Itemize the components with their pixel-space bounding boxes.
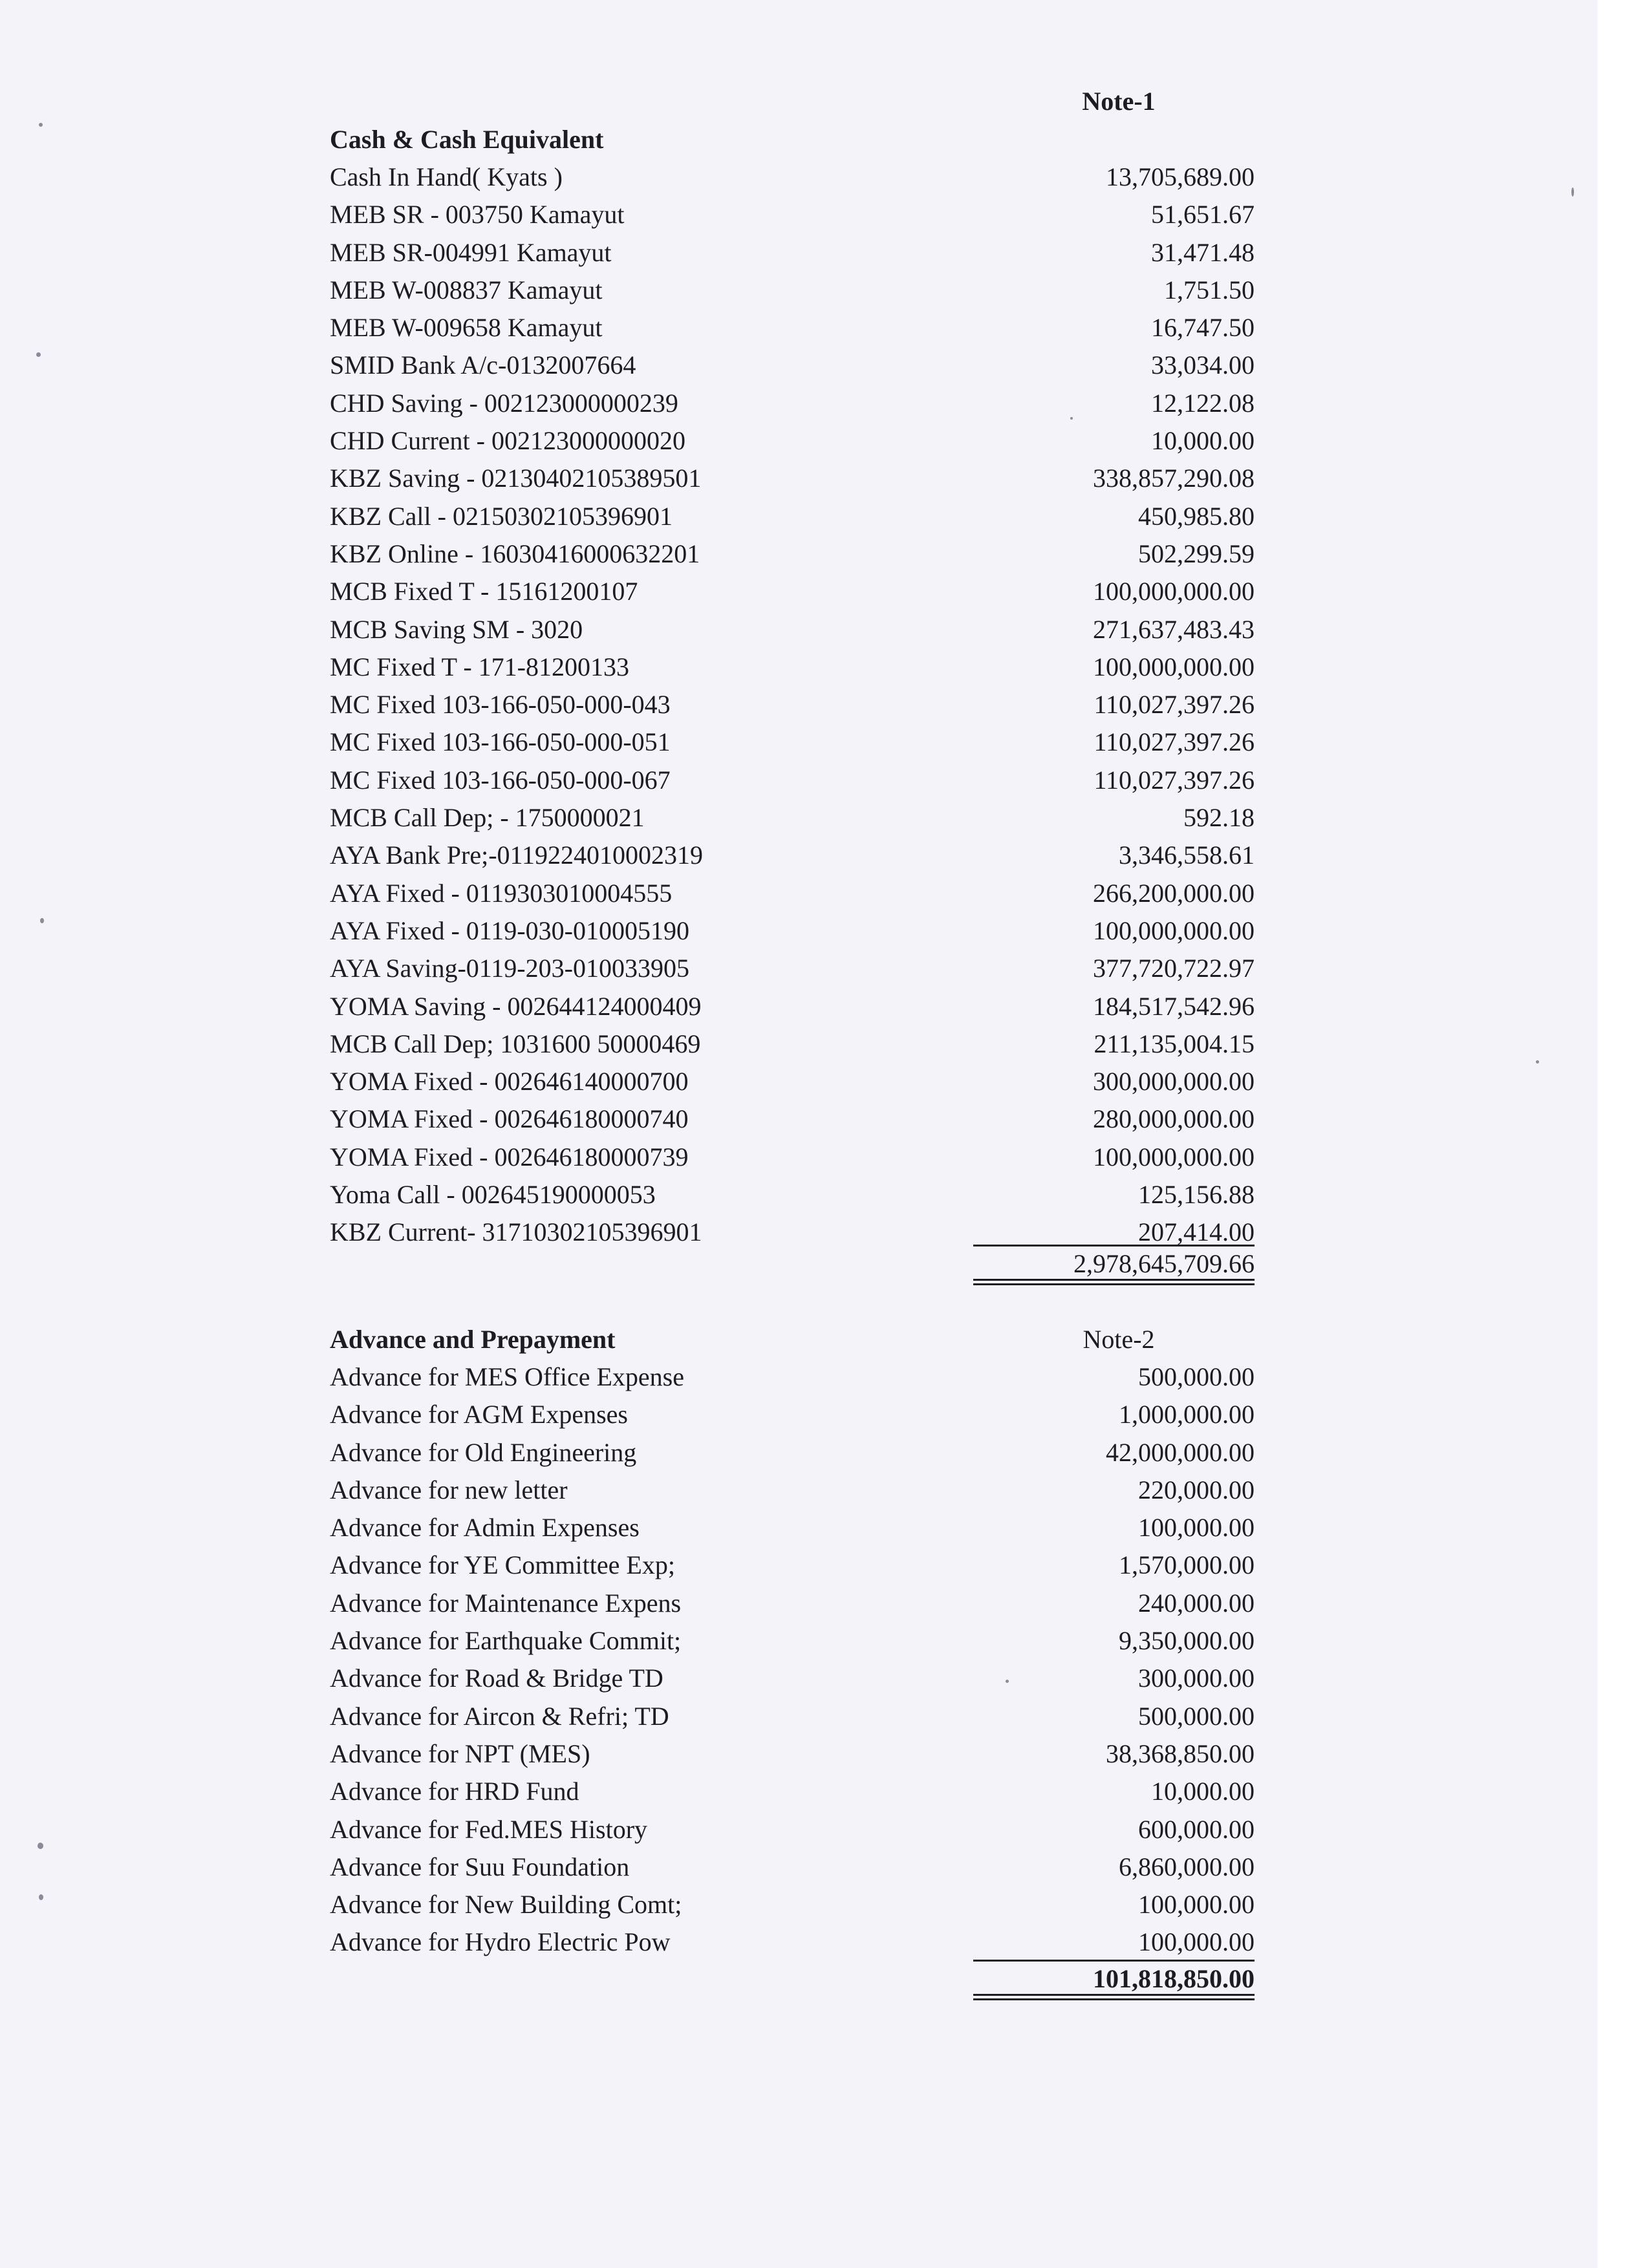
table-row xyxy=(330,648,1255,686)
account-label: SMID Bank A/c-0132007664 xyxy=(330,350,636,380)
table-row xyxy=(330,460,1255,497)
amount-value: 338,857,290.08 xyxy=(1093,464,1255,493)
account-label: KBZ Current- 31710302105396901 xyxy=(330,1217,702,1247)
cash-equivalent-list xyxy=(330,158,1255,1252)
account-label: MC Fixed 103-166-050-000-043 xyxy=(330,690,671,720)
amount-value: 1,570,000.00 xyxy=(1119,1550,1255,1580)
account-label: CHD Saving - 002123000000239 xyxy=(330,388,678,418)
table-row xyxy=(330,309,1255,347)
amount-value: 240,000.00 xyxy=(1138,1588,1255,1618)
table-row xyxy=(330,1773,1255,1810)
subtotal-rule xyxy=(973,1960,1255,1962)
amount-value: 110,027,397.26 xyxy=(1094,727,1255,757)
account-label: MEB SR - 003750 Kamayut xyxy=(330,200,625,230)
account-label: MCB Fixed T - 15161200107 xyxy=(330,577,638,606)
amount-value: 42,000,000.00 xyxy=(1106,1437,1255,1467)
table-row xyxy=(330,1396,1255,1433)
table-row xyxy=(330,912,1255,950)
amount-value: 33,034.00 xyxy=(1151,350,1255,380)
amount-value: 500,000.00 xyxy=(1138,1701,1255,1731)
account-label: KBZ Saving - 02130402105389501 xyxy=(330,464,702,493)
amount-value: 3,346,558.61 xyxy=(1119,840,1255,870)
account-label: MEB W-008837 Kamayut xyxy=(330,275,603,305)
table-row xyxy=(330,988,1255,1025)
table-row xyxy=(330,1923,1255,1961)
account-label: Advance for Aircon & Refri; TD xyxy=(330,1701,669,1731)
account-label: YOMA Fixed - 002646180000740 xyxy=(330,1104,689,1134)
account-label: AYA Fixed - 0119-030-010005190 xyxy=(330,915,689,945)
table-row xyxy=(330,196,1255,233)
table-row xyxy=(330,498,1255,535)
amount-value: 300,000.00 xyxy=(1138,1664,1255,1693)
scan-speck xyxy=(39,1894,43,1900)
amount-value: 38,368,850.00 xyxy=(1106,1738,1255,1768)
amount-value: 110,027,397.26 xyxy=(1094,765,1255,795)
amount-value: 51,651.67 xyxy=(1151,200,1255,230)
table-row xyxy=(330,1358,1255,1396)
amount-value: 220,000.00 xyxy=(1138,1475,1255,1504)
amount-value: 13,705,689.00 xyxy=(1106,162,1255,191)
table-row xyxy=(330,950,1255,987)
account-label: Advance for YE Committee Exp; xyxy=(330,1550,675,1580)
amount-value: 1,000,000.00 xyxy=(1119,1400,1255,1429)
amount-value: 266,200,000.00 xyxy=(1093,878,1255,908)
account-label: Advance for new letter xyxy=(330,1475,568,1504)
table-row xyxy=(330,1471,1255,1509)
scan-speck xyxy=(1006,1680,1009,1683)
cash-equivalent-total: 2,978,645,709.66 xyxy=(1073,1249,1255,1278)
amount-value: 592.18 xyxy=(1183,803,1255,833)
account-label: KBZ Online - 16030416000632201 xyxy=(330,539,700,568)
account-label: Advance for Earthquake Commit; xyxy=(330,1626,682,1656)
note-1-header: Note-1 xyxy=(1082,87,1156,116)
amount-value: 6,860,000.00 xyxy=(1119,1852,1255,1881)
account-label: Yoma Call - 002645190000053 xyxy=(330,1180,656,1210)
table-row xyxy=(330,1063,1255,1100)
total-double-rule xyxy=(973,1994,1255,2000)
table-row xyxy=(330,535,1255,573)
account-label: Advance for Suu Foundation xyxy=(330,1852,630,1881)
table-row xyxy=(330,1546,1255,1584)
account-label: MC Fixed 103-166-050-000-067 xyxy=(330,765,671,795)
account-label: Advance for Admin Expenses xyxy=(330,1513,640,1543)
amount-value: 280,000,000.00 xyxy=(1093,1104,1255,1134)
amount-value: 100,000.00 xyxy=(1138,1927,1255,1957)
table-row xyxy=(330,1176,1255,1214)
table-row xyxy=(330,1100,1255,1138)
table-row xyxy=(330,272,1255,309)
amount-value: 500,000.00 xyxy=(1138,1362,1255,1391)
amount-value: 110,027,397.26 xyxy=(1094,690,1255,720)
account-label: Advance for Hydro Electric Pow xyxy=(330,1927,671,1957)
account-label: AYA Bank Pre;-0119224010002319 xyxy=(330,840,704,870)
table-row xyxy=(330,837,1255,874)
account-label: YOMA Fixed - 002646140000700 xyxy=(330,1067,689,1097)
account-label: YOMA Fixed - 002646180000739 xyxy=(330,1142,689,1171)
amount-value: 100,000,000.00 xyxy=(1093,577,1255,606)
account-label: MCB Call Dep; 1031600 50000469 xyxy=(330,1029,701,1058)
amount-value: 100,000,000.00 xyxy=(1093,1142,1255,1171)
advance-prepayment-list xyxy=(330,1358,1255,1962)
account-label: YOMA Saving - 002644124000409 xyxy=(330,991,702,1021)
table-row xyxy=(330,1811,1255,1848)
table-row xyxy=(330,1848,1255,1886)
amount-value: 9,350,000.00 xyxy=(1119,1626,1255,1656)
amount-value: 16,747.50 xyxy=(1151,313,1255,343)
table-row xyxy=(330,1434,1255,1471)
table-row xyxy=(330,573,1255,610)
account-label: Advance for Maintenance Expens xyxy=(330,1588,682,1618)
account-label: CHD Current - 002123000000020 xyxy=(330,426,685,456)
account-label: Advance for MES Office Expense xyxy=(330,1362,684,1391)
account-label: MEB W-009658 Kamayut xyxy=(330,313,603,343)
account-label: Advance for AGM Expenses xyxy=(330,1400,628,1429)
account-label: MC Fixed T - 171-81200133 xyxy=(330,652,629,681)
table-row xyxy=(330,158,1255,196)
amount-value: 100,000,000.00 xyxy=(1093,915,1255,945)
amount-value: 271,637,483.43 xyxy=(1093,614,1255,644)
account-label: Advance for Old Engineering xyxy=(330,1437,637,1467)
scan-speck xyxy=(39,123,43,127)
amount-value: 1,751.50 xyxy=(1164,275,1255,305)
amount-value: 211,135,004.15 xyxy=(1094,1029,1255,1058)
amount-value: 300,000,000.00 xyxy=(1093,1067,1255,1097)
table-row xyxy=(330,1139,1255,1176)
amount-value: 10,000.00 xyxy=(1151,426,1255,456)
account-label: Cash In Hand( Kyats ) xyxy=(330,162,563,191)
amount-value: 125,156.88 xyxy=(1138,1180,1255,1210)
amount-value: 207,414.00 xyxy=(1138,1217,1255,1247)
table-row xyxy=(330,422,1255,460)
amount-value: 100,000.00 xyxy=(1138,1513,1255,1543)
account-label: Advance for Fed.MES History xyxy=(330,1814,648,1844)
account-label: MC Fixed 103-166-050-000-051 xyxy=(330,727,671,757)
account-label: KBZ Call - 02150302105396901 xyxy=(330,501,673,531)
scan-speck xyxy=(40,918,44,923)
table-row xyxy=(330,234,1255,272)
amount-value: 31,471.48 xyxy=(1151,237,1255,267)
table-row xyxy=(330,723,1255,761)
subtotal-rule xyxy=(973,1245,1255,1246)
cash-equivalent-title: Cash & Cash Equivalent xyxy=(330,125,604,154)
note-2-header: Note-2 xyxy=(1083,1325,1155,1354)
scan-speck xyxy=(1536,1060,1539,1064)
account-label: MEB SR-004991 Kamayut xyxy=(330,237,612,267)
scan-speck xyxy=(36,352,41,357)
table-row xyxy=(330,1585,1255,1622)
amount-value: 100,000,000.00 xyxy=(1093,652,1255,681)
table-row xyxy=(330,347,1255,384)
advance-prepayment-total: 101,818,850.00 xyxy=(1093,1964,1255,1993)
table-row xyxy=(330,1735,1255,1773)
amount-value: 450,985.80 xyxy=(1138,501,1255,531)
table-row xyxy=(330,1622,1255,1660)
table-row xyxy=(330,1660,1255,1697)
table-row xyxy=(330,611,1255,648)
amount-value: 184,517,542.96 xyxy=(1093,991,1255,1021)
amount-value: 10,000.00 xyxy=(1151,1777,1255,1806)
table-row xyxy=(330,385,1255,422)
table-row xyxy=(330,1509,1255,1546)
total-double-rule xyxy=(973,1279,1255,1285)
amount-value: 502,299.59 xyxy=(1138,539,1255,568)
table-row xyxy=(330,875,1255,912)
amount-value: 100,000.00 xyxy=(1138,1890,1255,1920)
table-row xyxy=(330,762,1255,799)
account-label: MCB Call Dep; - 1750000021 xyxy=(330,803,645,833)
scan-speck xyxy=(1070,417,1073,420)
page-edge xyxy=(1597,0,1649,2268)
account-label: Advance for Road & Bridge TD xyxy=(330,1664,663,1693)
account-label: Advance for HRD Fund xyxy=(330,1777,579,1806)
table-row xyxy=(330,1886,1255,1923)
scan-speck xyxy=(38,1843,43,1849)
account-label: AYA Saving-0119-203-010033905 xyxy=(330,954,689,983)
account-label: Advance for New Building Comt; xyxy=(330,1890,682,1920)
account-label: MCB Saving SM - 3020 xyxy=(330,614,583,644)
scan-speck xyxy=(1571,187,1574,197)
table-row xyxy=(330,799,1255,837)
amount-value: 12,122.08 xyxy=(1151,388,1255,418)
amount-value: 600,000.00 xyxy=(1138,1814,1255,1844)
account-label: AYA Fixed - 0119303010004555 xyxy=(330,878,673,908)
table-row xyxy=(330,1025,1255,1063)
amount-value: 377,720,722.97 xyxy=(1093,954,1255,983)
table-row xyxy=(330,1698,1255,1735)
advance-prepayment-title: Advance and Prepayment xyxy=(330,1325,616,1354)
table-row xyxy=(330,686,1255,723)
account-label: Advance for NPT (MES) xyxy=(330,1738,590,1768)
